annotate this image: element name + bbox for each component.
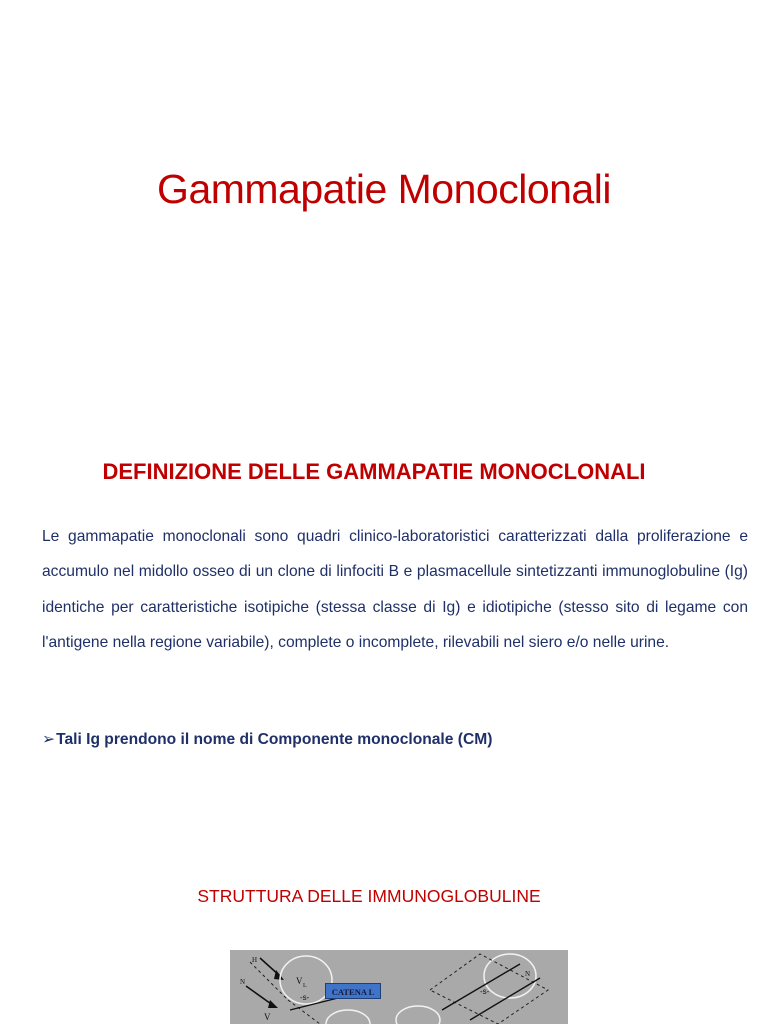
arrow-head-icon [268,1000,278,1008]
dashed-chain-line [250,962,288,1000]
v-lower-glyph: V [264,1012,271,1022]
domain-loop [396,1006,440,1024]
disulfide-mark: -s- [480,987,490,996]
catena-l-label: CATENA L [325,983,381,999]
definition-paragraph: Le gammapatie monoclonali sono quadri clinico-laboratoristici caratterizzati dalla proliferazione e accumulo nel midollo osseo di un clone di linfociti B e plasmacellule sintetizzanti immunoglobuline (Ig) identiche per caratteristiche isotipiche (stessa classe di Ig) e idiotipiche (stesso sito di legame con l'antigene nella regione variabile), complete o incomplete, rilevabili nel siero e/o nelle urine. [42,528,748,651]
n-left-glyph: N [240,978,246,986]
arrow-bullet-icon: ➢ [42,731,56,748]
structure-heading: STRUTTURA DELLE IMMUNOGLOBULINE [197,886,541,906]
vl-glyph: V [296,976,303,986]
bullet-text: Tali Ig prendono il nome di Componente monoclonale (CM) [56,731,493,748]
immunoglobulin-drawing [230,950,568,1024]
h-glyph: H [252,956,258,964]
definition-heading: DEFINIZIONE DELLE GAMMAPATIE MONOCLONALI [102,459,646,484]
solid-chain-line [470,978,540,1020]
disulfide-mark: -s- [300,993,310,1002]
domain-loop [326,1010,370,1024]
slide-title: Gammapatie Monoclonali [157,166,611,212]
immunoglobulin-structure-diagram [230,950,568,1024]
bullet-item [42,730,492,749]
n-right-glyph: N [525,970,531,978]
vl-subscript-glyph: L [303,983,307,989]
